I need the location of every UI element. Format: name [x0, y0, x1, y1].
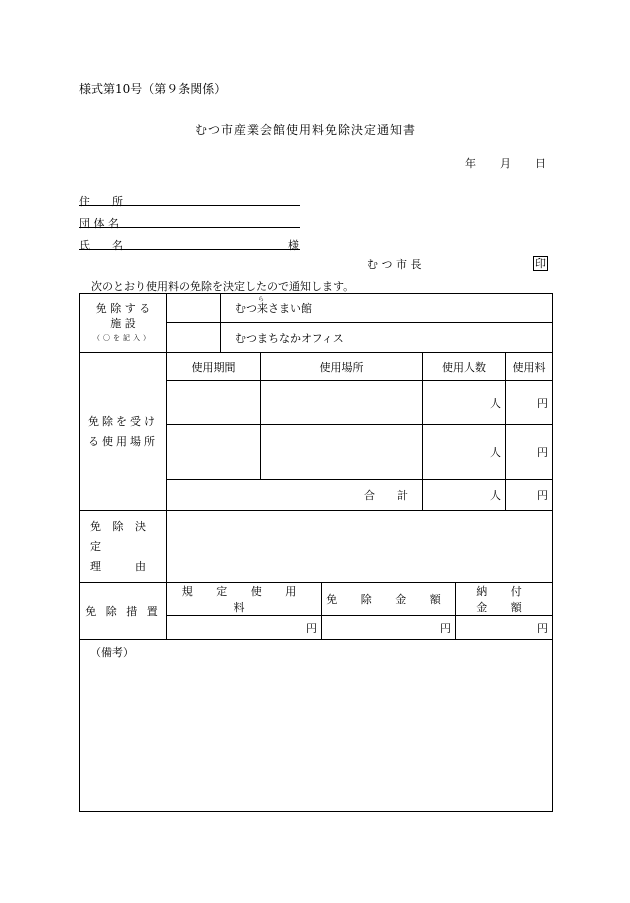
col-period-header: 使用期間: [167, 353, 261, 381]
form-table: [79, 293, 553, 812]
total-label-cell: 合 計: [167, 480, 423, 511]
facility-1-pre: むつ: [235, 302, 257, 315]
issuer-title: む つ 市 長: [367, 258, 422, 271]
usage-label-2: る使用場所: [88, 434, 158, 448]
measure-label-cell: 免 除 措 置: [80, 583, 167, 640]
unit-person: 人: [490, 446, 501, 459]
remarks-label: （備考）: [90, 646, 134, 659]
fee-cell-2[interactable]: [506, 425, 553, 480]
period-cell-2[interactable]: [167, 425, 261, 480]
unit-yen: 円: [537, 446, 548, 459]
group-name-label: 団 体 名: [79, 217, 119, 230]
facility-2-mark-cell[interactable]: [167, 323, 221, 353]
prescribed-fee-cell[interactable]: [167, 616, 322, 640]
reason-label-2: 理 由: [90, 559, 150, 573]
date-month: 月: [500, 157, 511, 170]
col-people-header: 使用人数: [423, 353, 506, 381]
unit-person: 人: [490, 396, 501, 410]
reason-cell[interactable]: [167, 511, 553, 583]
unit-yen: 円: [537, 621, 548, 635]
date-year: 年: [465, 157, 476, 170]
facility-1-cell: [221, 294, 553, 323]
date-day: 日: [535, 157, 546, 170]
facility-1-kanji: 来: [257, 302, 268, 315]
facility-note: （〇を記入）: [93, 333, 153, 342]
period-cell-1[interactable]: [167, 381, 261, 425]
place-cell-2[interactable]: [261, 425, 423, 480]
facility-1-kanji-ruby: [257, 296, 268, 315]
facility-1-furigana: ら: [258, 296, 265, 303]
name-line[interactable]: [79, 249, 300, 250]
facility-label-2: 施 設: [110, 316, 136, 330]
facility-1-mark-cell[interactable]: [167, 294, 221, 323]
col-place-header: 使用場所: [261, 353, 423, 381]
total-fee-cell[interactable]: [506, 480, 553, 511]
usage-label-cell: [80, 353, 167, 511]
document-title: むつ市産業会館使用料免除決定通知書: [195, 123, 417, 137]
col-fee-header: 使用料: [506, 353, 553, 381]
place-cell-1[interactable]: [261, 381, 423, 425]
form-number: 様式第10号（第９条関係）: [79, 82, 227, 96]
people-cell-1[interactable]: [423, 381, 506, 425]
facility-2-cell: むつまちなかオフィス: [221, 323, 553, 353]
remarks-cell[interactable]: [80, 640, 553, 812]
address-label: 住 所: [79, 195, 123, 208]
unit-person: 人: [490, 489, 501, 502]
facility-label-cell: [80, 294, 167, 353]
seal-mark: [533, 255, 548, 271]
name-label: 氏 名: [79, 239, 123, 252]
people-cell-2[interactable]: [423, 425, 506, 480]
total-people-cell[interactable]: [423, 480, 506, 511]
facility-label-1: 免 除 す る: [95, 301, 151, 315]
exempt-amount-cell[interactable]: [322, 616, 456, 640]
measure-col-2: 免 除 金 額: [322, 583, 456, 616]
intro-text: 次のとおり使用料の免除を決定したので通知します。: [91, 280, 355, 293]
group-name-line[interactable]: [79, 227, 300, 228]
reason-label-1: 免 除 決 定: [90, 519, 150, 553]
unit-yen: 円: [440, 621, 451, 635]
usage-label-1: 免除を受け: [88, 414, 158, 428]
measure-col-3: 納 付 金 額: [456, 583, 553, 616]
address-line[interactable]: [79, 205, 300, 206]
unit-yen: 円: [537, 489, 548, 502]
unit-yen: 円: [306, 621, 317, 635]
honorific: 様: [288, 239, 299, 252]
measure-col-1: 規 定 使 用 料: [167, 583, 322, 616]
reason-label-cell: [80, 511, 167, 583]
unit-yen: 円: [537, 396, 548, 410]
facility-1-post: さまい館: [268, 302, 312, 315]
fee-cell-1[interactable]: [506, 381, 553, 425]
payment-amount-cell[interactable]: [456, 616, 553, 640]
seal-text: 印: [535, 257, 546, 270]
